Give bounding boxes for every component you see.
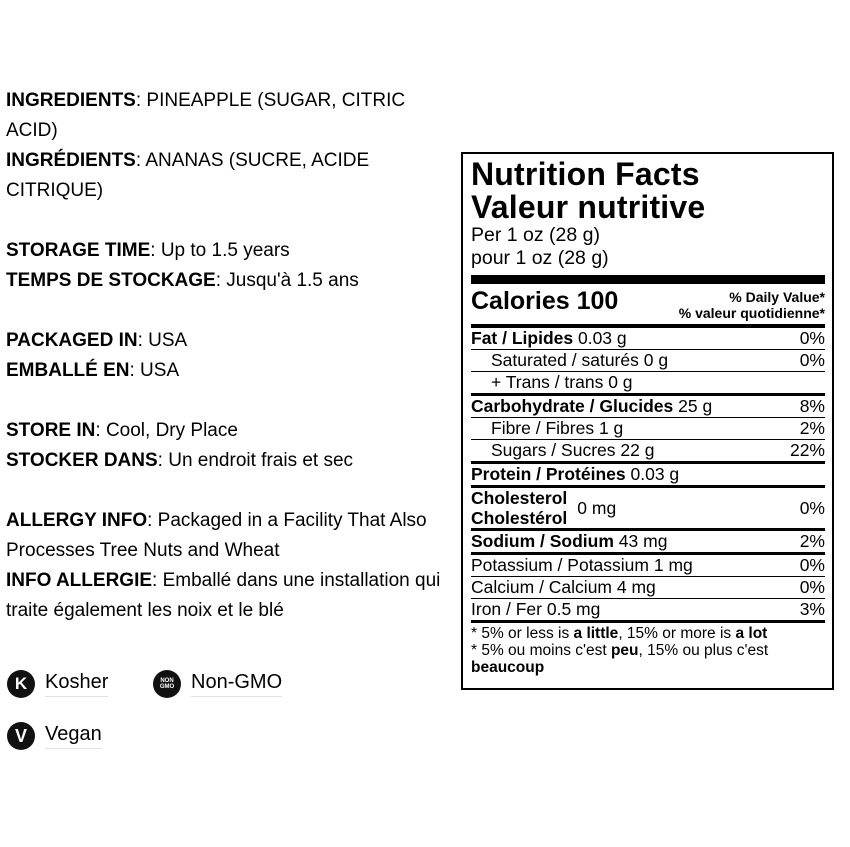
- storage-fr-text: : Jusqu'à 1.5 ans: [215, 270, 359, 291]
- fat-amount: 0.03 g: [573, 328, 627, 348]
- carbohydrate-amount: 25 g: [673, 396, 713, 416]
- footnote-fr-d: beaucoup: [471, 659, 545, 676]
- calcium-row: [471, 577, 825, 599]
- vegan-icon: V: [7, 722, 35, 750]
- packaged-en: [6, 326, 456, 356]
- carbohydrate-label: [471, 396, 712, 417]
- ingredients-en-text: : PINEAPPLE (SUGAR, CITRIC ACID): [6, 90, 406, 141]
- packaged-en-text: : USA: [137, 330, 188, 351]
- trans-label: + Trans / trans 0 g: [491, 372, 633, 392]
- fibre-row: [471, 418, 825, 440]
- carbohydrate-name: Carbohydrate / Glucides: [471, 396, 674, 416]
- ingredients-en-label: INGREDIENTS: [6, 90, 136, 111]
- footnote-en: [471, 625, 825, 642]
- kosher-badge: [7, 670, 108, 698]
- allergy-en-text: : Packaged in a Facility That Also Processes Tree Nuts and Wheat: [6, 510, 427, 561]
- cholesterol-dv: 0%: [799, 497, 825, 518]
- storage-en-label: STORAGE TIME: [6, 240, 151, 261]
- footnote-fr-c: , 15% ou plus c'est: [638, 642, 769, 659]
- fibre-dv: 2%: [799, 418, 825, 438]
- store-en-text: : Cool, Dry Place: [95, 420, 238, 441]
- serving-size-fr: pour 1 oz (28 g): [471, 247, 609, 269]
- packaged-fr-text: : USA: [129, 360, 180, 381]
- storage-fr: [6, 266, 456, 296]
- cholesterol-name-fr: Cholestérol: [471, 508, 568, 528]
- kosher-label: Kosher: [45, 671, 108, 697]
- potassium-label: Potassium / Potassium 1 mg: [471, 555, 693, 575]
- storage-en-text: : Up to 1.5 years: [150, 240, 290, 261]
- spacer: [6, 386, 456, 416]
- calcium-label: Calcium / Calcium 4 mg: [471, 577, 656, 597]
- storage-en: [6, 236, 456, 266]
- store-fr-label: STOCKER DANS: [6, 450, 158, 471]
- non-gmo-badge: [153, 670, 282, 698]
- cholesterol-names: [471, 488, 567, 528]
- fibre-label: Fibre / Fibres 1 g: [491, 418, 624, 438]
- potassium-dv: 0%: [799, 555, 825, 575]
- footnote-en-d: a lot: [735, 625, 768, 642]
- non-gmo-icon-bottom: GMO: [159, 684, 175, 690]
- fat-name: Fat / Lipides: [471, 328, 574, 348]
- protein-amount: 0.03 g: [625, 464, 680, 484]
- cholesterol-amount: 0 mg: [577, 497, 617, 518]
- daily-value-header: [679, 287, 825, 321]
- trans-row: [471, 372, 825, 396]
- footnote-en-b: a little: [573, 625, 619, 642]
- ingredients-fr-label: INGRÉDIENTS: [6, 150, 136, 171]
- carbohydrate-row: [471, 396, 825, 418]
- protein-row: [471, 464, 825, 488]
- footnote-fr-a: * 5% ou moins c'est: [471, 642, 611, 659]
- calories: Calories 100: [471, 287, 619, 315]
- allergy-en-label: ALLERGY INFO: [6, 510, 148, 531]
- packaged-fr: [6, 356, 456, 386]
- product-info: [6, 86, 456, 626]
- daily-value-fr: % valeur quotidienne*: [678, 305, 825, 321]
- storage-fr-label: TEMPS DE STOCKAGE: [6, 270, 216, 291]
- kosher-icon: K: [7, 670, 35, 698]
- sodium-name: Sodium / Sodium: [471, 531, 614, 551]
- ingredients-fr: [6, 146, 456, 206]
- spacer: [6, 296, 456, 326]
- store-fr: [6, 446, 456, 476]
- iron-dv: 3%: [799, 599, 825, 619]
- carbohydrate-dv: 8%: [799, 396, 825, 416]
- footnote-fr: [471, 642, 825, 676]
- spacer: [6, 476, 456, 506]
- allergy-fr-label: INFO ALLERGIE: [6, 570, 153, 591]
- cholesterol-row: [471, 488, 825, 531]
- iron-label: Iron / Fer 0.5 mg: [471, 599, 601, 619]
- fat-row: [471, 328, 825, 350]
- protein-label: [471, 464, 679, 485]
- packaged-fr-label: EMBALLÉ EN: [6, 360, 130, 381]
- saturated-dv: 0%: [799, 350, 825, 370]
- ingredients-en: [6, 86, 456, 146]
- calcium-dv: 0%: [799, 577, 825, 597]
- allergy-fr-text: : Emballé dans une installation qui traite également les noix et le blé: [6, 570, 441, 621]
- footnote: [471, 623, 825, 676]
- iron-row: [471, 599, 825, 623]
- fat-label: [471, 328, 627, 349]
- cholesterol-label: [471, 488, 616, 528]
- nutrition-facts-panel: [461, 152, 834, 690]
- calories-row: [471, 287, 825, 321]
- footnote-en-a: * 5% or less is: [471, 625, 574, 642]
- thick-divider: [471, 275, 825, 284]
- ingredients-fr-text: : ANANAS (SUCRE, ACIDE CITRIQUE): [6, 150, 370, 201]
- sodium-label: [471, 531, 667, 552]
- vegan-label: Vegan: [45, 723, 102, 749]
- spacer: [6, 206, 456, 236]
- allergy-fr: [6, 566, 456, 626]
- store-en: [6, 416, 456, 446]
- footnote-fr-b: peu: [610, 642, 639, 659]
- store-en-label: STORE IN: [6, 420, 96, 441]
- cholesterol-name-en: Cholesterol: [471, 488, 568, 508]
- potassium-row: [471, 555, 825, 577]
- serving-size-en: Per 1 oz (28 g): [471, 224, 600, 246]
- daily-value-en: % Daily Value*: [729, 289, 825, 305]
- sugars-row: [471, 440, 825, 464]
- nutrition-title-fr: Valeur nutritive: [471, 189, 706, 225]
- sodium-dv: 2%: [799, 531, 825, 551]
- store-fr-text: : Un endroit frais et sec: [157, 450, 354, 471]
- nutrition-title-en: Nutrition Facts: [471, 156, 700, 192]
- non-gmo-icon-top: NON: [160, 678, 174, 684]
- sugars-label: Sugars / Sucres 22 g: [491, 440, 655, 460]
- non-gmo-label: Non-GMO: [191, 671, 282, 697]
- protein-name: Protein / Protéines: [471, 464, 626, 484]
- saturated-row: [471, 350, 825, 372]
- saturated-label: Saturated / saturés 0 g: [491, 350, 669, 370]
- footnote-en-c: , 15% or more is: [618, 625, 736, 642]
- vegan-badge: [7, 722, 102, 750]
- sugars-dv: 22%: [789, 440, 825, 460]
- sodium-amount: 43 mg: [613, 531, 668, 551]
- allergy-en: [6, 506, 456, 566]
- sodium-row: [471, 531, 825, 555]
- fat-dv: 0%: [799, 328, 825, 348]
- non-gmo-icon: [153, 670, 181, 698]
- packaged-en-label: PACKAGED IN: [6, 330, 138, 351]
